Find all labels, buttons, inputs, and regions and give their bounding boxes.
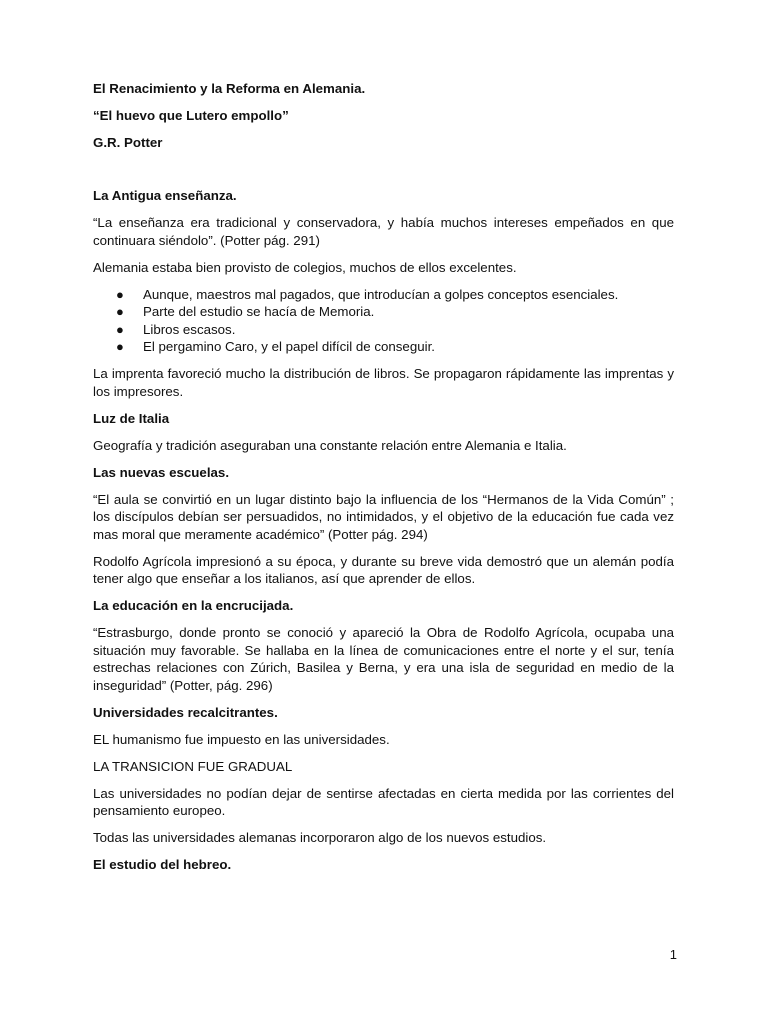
page-number: 1	[669, 947, 677, 962]
heading-antigua-ensenanza: La Antigua enseñanza.	[93, 188, 237, 203]
bullet-icon: ●	[116, 321, 124, 337]
heading-encrucijada: La educación en la encrucijada.	[93, 598, 294, 613]
bullet-list	[93, 286, 674, 356]
bullet-icon: ●	[116, 286, 124, 302]
list-item-text: El pergamino Caro, y el papel difícil de conseguir.	[143, 339, 435, 354]
paragraph-humanismo: EL humanismo fue impuesto en las universidades.	[93, 731, 390, 747]
heading-hebreo: El estudio del hebreo.	[93, 857, 232, 872]
heading-nuevas-escuelas: Las nuevas escuelas.	[93, 464, 230, 480]
document-subtitle: “El huevo que Lutero empollo”	[93, 108, 289, 123]
spacer	[93, 161, 674, 187]
list-item-text: Libros escasos.	[143, 321, 236, 337]
paragraph-universidades-corrientes: Las universidades no podían dejar de sentirse afectadas en cierta medida por las corrientes del pensamiento europeo.	[93, 785, 674, 818]
paragraph-imprenta: La imprenta favoreció mucho la distribución de libros. Se propagaron rápidamente las imprentas y los impresores.	[93, 366, 674, 399]
quote-antigua-ensenanza: “La enseñanza era tradicional y conservadora, y había muchos intereses empeñados en que continuara siéndolo”. (Potter pág. 291)	[93, 215, 674, 248]
paragraph-colegios: Alemania estaba bien provisto de colegios, muchos de ellos excelentes.	[93, 259, 517, 275]
paragraph-rodolfo: Rodolfo Agrícola impresionó a su época, y durante su breve vida demostró que un alemán podía tener algo que enseñar a los italianos, así que aprender de ellos.	[93, 553, 674, 586]
quote-nuevas-escuelas: “El aula se convirtió en un lugar distinto bajo la influencia de los “Hermanos de la Vida Común” ; los discípulos debían ser persuadidos, no intimidados, y el objetivo de la educación fue cada vez mas moral que meramente académico” (Potter pág. 294)	[93, 491, 674, 542]
paragraph-transicion: LA TRANSICION FUE GRADUAL	[93, 758, 293, 774]
paragraph-geografia: Geografía y tradición aseguraban una constante relación entre Alemania e Italia.	[93, 437, 567, 453]
list-item	[93, 338, 674, 356]
quote-estrasburgo: “Estrasburgo, donde pronto se conoció y apareció la Obra de Rodolfo Agrícola, ocupaba una situación muy favorable. Se hallaba en la línea de comunicaciones entre el norte y el sur, tenía estrechas relaciones con Zúrich, Basilea y Berna, y era una isla de seguridad en medio de la inseguridad” (Potter, pág. 296)	[93, 625, 674, 693]
heading-luz-de-italia: Luz de Italia	[93, 410, 170, 426]
bullet-icon: ●	[116, 304, 124, 319]
bullet-icon: ●	[116, 339, 124, 354]
document-body	[93, 80, 674, 883]
list-item	[93, 286, 674, 304]
list-item-text: Aunque, maestros mal pagados, que introducían a golpes conceptos esenciales.	[143, 286, 619, 302]
list-item	[93, 303, 674, 321]
document-author: G.R. Potter	[93, 135, 163, 150]
heading-universidades: Universidades recalcitrantes.	[93, 704, 278, 720]
document-title: El Renacimiento y la Reforma en Alemania.	[93, 81, 366, 96]
paragraph-universidades-estudios: Todas las universidades alemanas incorporaron algo de los nuevos estudios.	[93, 830, 547, 845]
list-item	[93, 321, 674, 339]
list-item-text: Parte del estudio se hacía de Memoria.	[143, 304, 375, 319]
